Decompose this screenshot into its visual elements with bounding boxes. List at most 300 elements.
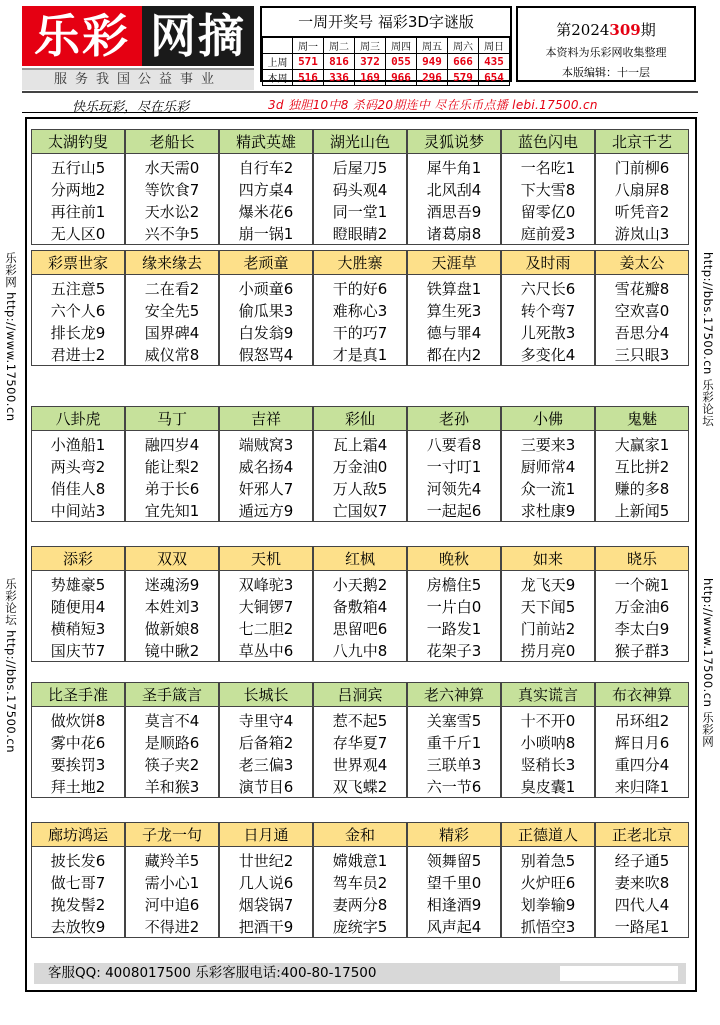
riddle-line: 爆米花6 [238,203,294,221]
riddle-line: 划拳输9 [520,896,576,914]
riddle-cell-list [220,847,312,938]
riddle-line: 一名吃1 [520,159,576,177]
riddle-line: 赚的多8 [614,480,670,498]
draw-row-this-week [263,70,510,86]
riddle-line: 再往前1 [50,203,106,221]
riddle-cell-list [32,431,124,522]
issue-panel [516,6,696,82]
riddle-cell-list [126,154,218,245]
riddle-cell [31,250,125,366]
riddle-cell [219,822,313,938]
riddle-line: 横稍短3 [50,620,106,638]
riddle-cell-title: 灵狐说梦 [408,130,500,154]
riddle-line: 妻两分8 [332,896,388,914]
riddle-cell-title: 精武英雄 [220,130,312,154]
draw-day: 周二 [324,38,355,54]
riddle-line: 拜土地2 [50,778,106,796]
riddle-cell-title: 正德道人 [502,823,594,847]
riddle-line: 十不开0 [520,712,576,730]
riddle-line: 崩一锅1 [238,225,294,243]
riddle-line: 挽发髻2 [50,896,106,914]
riddle-cell-title: 子龙一句 [126,823,218,847]
riddle-cell-title: 如来 [502,547,594,571]
riddle-line: 惹不起5 [332,712,388,730]
riddle-cell-list [314,707,406,798]
riddle-cell-list [596,431,688,522]
logo-text-left: 乐彩 [22,6,142,66]
riddle-line: 白发翁9 [238,324,294,342]
riddle-cell-title: 湖光山色 [314,130,406,154]
riddle-line: 万金油6 [614,598,670,616]
riddle-cell-list [314,571,406,662]
riddle-line: 寺里守4 [238,712,294,730]
riddle-cell-list [126,571,218,662]
riddle-line: 假怒骂4 [238,346,294,364]
riddle-cell [125,822,219,938]
logo-slogan: 服务我国公益事业 [22,68,254,90]
riddle-line: 抓悟空3 [520,918,576,936]
riddle-line: 嫦娥意1 [332,852,388,870]
riddle-cell [31,822,125,938]
riddle-cell-list [314,431,406,522]
riddle-cell-title: 大胜寨 [314,251,406,275]
riddle-line: 遁远方9 [238,502,294,520]
riddle-line: 融四岁4 [144,436,200,454]
riddle-cell [595,682,689,798]
riddle-cell-list [408,707,500,798]
riddle-cell [595,129,689,245]
riddle-cell [501,406,595,522]
riddle-line: 万人敌5 [332,480,388,498]
riddle-cell [313,129,407,245]
riddle-cell [31,682,125,798]
riddle-line: 都在内2 [426,346,482,364]
footer-blank-box [560,966,678,981]
riddle-line: 小顽童6 [238,280,294,298]
riddle-cell-title: 及时雨 [502,251,594,275]
riddle-line: 后屋刀5 [332,159,388,177]
riddle-line: 奸邪人7 [238,480,294,498]
riddle-line: 八要看8 [426,436,482,454]
riddle-line: 吾思分4 [614,324,670,342]
riddle-line: 羊和猴3 [144,778,200,796]
riddle-cell-title: 天涯草 [408,251,500,275]
riddle-line: 排长龙9 [50,324,106,342]
riddle-line: 披长发6 [50,852,106,870]
banner [22,96,698,113]
riddle-cell-title: 老孙 [408,407,500,431]
riddle-cell-title: 晚秋 [408,547,500,571]
riddle-cell-list [314,275,406,366]
riddle-line: 竖稍长3 [520,756,576,774]
riddle-line: 要挨罚3 [50,756,106,774]
draw-row-last-week [263,54,510,70]
riddle-cell [595,250,689,366]
riddle-line: 六个人6 [50,302,106,320]
riddle-cell-title: 鬼魅 [596,407,688,431]
riddle-grid [25,117,697,992]
riddle-line: 厨师常4 [520,458,576,476]
riddle-line: 君进士2 [50,346,106,364]
draw-number: 579 [448,70,479,86]
riddle-line: 众一流1 [520,480,576,498]
riddle-line: 一寸叮1 [426,458,482,476]
riddle-line: 房檐住5 [426,576,482,594]
riddle-line: 五注意5 [50,280,106,298]
riddle-cell [501,822,595,938]
draw-day: 周一 [293,38,324,54]
riddle-line: 德与罪4 [426,324,482,342]
riddle-line: 铁算盘1 [426,280,482,298]
riddle-cell [219,682,313,798]
riddle-cell [125,406,219,522]
weekly-draw-panel [260,6,512,85]
riddle-line: 镜中瞅2 [144,642,200,660]
riddle-cell [313,406,407,522]
riddle-line: 双峰驼3 [238,576,294,594]
draw-day: 周日 [479,38,510,54]
riddle-cell-list [502,847,594,938]
riddle-line: 别着急5 [520,852,576,870]
riddle-line: 河领先4 [426,480,482,498]
riddle-cell-list [220,275,312,366]
riddle-line: 六一节6 [426,778,482,796]
riddle-line: 上新闻5 [614,502,670,520]
riddle-cell-title: 缘来缘去 [126,251,218,275]
riddle-line: 驾车员2 [332,874,388,892]
banner-promo-link[interactable]: 3d 独胆10中8 杀码20期连中 尽在乐币点播 lebi.17500.cn [268,98,598,112]
riddle-line: 不得进2 [144,918,200,936]
riddle-line: 莫言不4 [144,712,200,730]
riddle-cell-title: 精彩 [408,823,500,847]
riddle-cell [407,822,501,938]
riddle-line: 犀牛角1 [426,159,482,177]
draw-header-row [263,38,510,54]
riddle-line: 算生死3 [426,302,482,320]
draw-number: 666 [448,54,479,70]
riddle-line: 大赢家1 [614,436,670,454]
riddle-line: 存华夏7 [332,734,388,752]
riddle-line: 雾中花6 [50,734,106,752]
riddle-line: 一起起6 [426,502,482,520]
riddle-line: 儿死散3 [520,324,576,342]
riddle-cell [595,546,689,662]
riddle-line: 势雄豪5 [50,576,106,594]
riddle-line: 思留吧6 [332,620,388,638]
draw-number: 654 [479,70,510,86]
issue-number: 309 [609,21,641,39]
riddle-line: 五行山5 [50,159,106,177]
riddle-cell-title: 比圣手准 [32,683,124,707]
riddle-cell-title: 日月通 [220,823,312,847]
riddle-cell-list [596,707,688,798]
riddle-line: 中间站3 [50,502,106,520]
riddle-line: 望千里0 [426,874,482,892]
riddle-cell-title: 双双 [126,547,218,571]
riddle-line: 相逢酒9 [426,896,482,914]
issue-number-line [518,19,694,40]
riddle-line: 天下闻5 [520,598,576,616]
riddle-cell-list [408,847,500,938]
riddle-cell-list [220,571,312,662]
riddle-line: 一个碗1 [614,576,670,594]
riddle-line: 留零亿0 [520,203,576,221]
riddle-cell-title: 红枫 [314,547,406,571]
riddle-cell [31,129,125,245]
riddle-line: 风声起4 [426,918,482,936]
riddle-cell-list [32,847,124,938]
riddle-cell-title: 吉祥 [220,407,312,431]
riddle-cell-list [32,707,124,798]
riddle-line: 藏羚羊5 [144,852,200,870]
riddle-line: 臭皮囊1 [520,778,576,796]
riddle-line: 能让梨2 [144,458,200,476]
riddle-line: 宜先知1 [144,502,200,520]
riddle-cell-list [502,707,594,798]
riddle-cell-list [596,847,688,938]
side-text-left-top: 乐彩网 http://www.17500.cn [4,252,18,422]
riddle-line: 八扇屏8 [614,181,670,199]
riddle-cell-title: 彩票世家 [32,251,124,275]
riddle-cell-title: 太湖钓叟 [32,130,124,154]
riddle-line: 游岚山3 [614,225,670,243]
riddle-line: 关塞雪5 [426,712,482,730]
draw-number: 336 [324,70,355,86]
riddle-cell-list [408,154,500,245]
riddle-line: 演节目6 [238,778,294,796]
riddle-cell [31,406,125,522]
riddle-line: 花架子3 [426,642,482,660]
riddle-line: 去放牧9 [50,918,106,936]
riddle-cell-title: 圣手箴言 [126,683,218,707]
riddle-cell-title: 蓝色闪电 [502,130,594,154]
riddle-line: 国庆节7 [50,642,106,660]
riddle-cell-title: 长城长 [220,683,312,707]
riddle-line: 安全先5 [144,302,200,320]
riddle-line: 三联单3 [426,756,482,774]
riddle-line: 天水讼2 [144,203,200,221]
riddle-cell [219,546,313,662]
riddle-line: 端贼窝3 [238,436,294,454]
riddle-line: 北风刮4 [426,181,482,199]
riddle-line: 瓦上霜4 [332,436,388,454]
riddle-cell-list [502,154,594,245]
riddle-cell [31,546,125,662]
riddle-line: 本姓刘3 [144,598,200,616]
riddle-cell-title: 正老北京 [596,823,688,847]
riddle-line: 威仪常8 [144,346,200,364]
riddle-line: 自行车2 [238,159,294,177]
riddle-line: 四代人4 [614,896,670,914]
riddle-line: 随便用4 [50,598,106,616]
riddle-line: 空欢喜0 [614,302,670,320]
riddle-cell-title: 天机 [220,547,312,571]
riddle-line: 一路尾1 [614,918,670,936]
issue-source-note: 本资料为乐彩网收集整理 [545,46,667,59]
draw-number: 571 [293,54,324,70]
riddle-line: 李太白9 [614,620,670,638]
riddle-cell-list [596,275,688,366]
riddle-cell [125,129,219,245]
riddle-cell-title: 布衣神算 [596,683,688,707]
riddle-line: 同一堂1 [332,203,388,221]
riddle-line: 是顺路6 [144,734,200,752]
logo-text-right: 网摘 [142,6,254,66]
draw-number: 372 [355,54,386,70]
draw-day: 周四 [386,38,417,54]
riddle-cell [313,822,407,938]
riddle-line: 四方桌4 [238,181,294,199]
side-text-left-bottom: 乐彩论坛 http://bbs.17500.cn [4,578,18,753]
riddle-cell-title: 真实谎言 [502,683,594,707]
riddle-line: 下大雪8 [520,181,576,199]
riddle-cell-list [220,431,312,522]
logo [22,6,254,90]
riddle-cell [125,250,219,366]
riddle-line: 做七哥7 [50,874,106,892]
draw-number: 296 [417,70,448,86]
riddle-line: 捞月亮0 [520,642,576,660]
draw-number: 816 [324,54,355,70]
draw-number: 169 [355,70,386,86]
footer-bar [34,963,686,984]
riddle-line: 三要来3 [520,436,576,454]
riddle-line: 水天需0 [144,159,200,177]
riddle-line: 大铜锣7 [238,598,294,616]
riddle-cell-list [314,154,406,245]
weekly-draw-table [262,37,510,86]
riddle-line: 八九中8 [332,642,388,660]
riddle-line: 重千斤1 [426,734,482,752]
banner-slogan: 快乐玩彩，尽在乐彩 [72,100,190,115]
riddle-cell-list [502,571,594,662]
riddle-line: 火炉旺6 [520,874,576,892]
riddle-line: 三只眼3 [614,346,670,364]
riddle-line: 经子通5 [614,852,670,870]
riddle-line: 雪花瓣8 [614,280,670,298]
header-divider [22,91,698,93]
riddle-line: 七二胆2 [238,620,294,638]
riddle-line: 俏佳人8 [50,480,106,498]
riddle-cell [595,406,689,522]
riddle-cell-title: 老顽童 [220,251,312,275]
riddle-cell-title: 老六神算 [408,683,500,707]
riddle-cell-list [596,154,688,245]
draw-row-label: 本周 [263,70,293,86]
riddle-cell [407,129,501,245]
riddle-line: 分两地2 [50,181,106,199]
riddle-cell [125,682,219,798]
draw-day: 周三 [355,38,386,54]
riddle-cell [313,682,407,798]
riddle-line: 筷子夹2 [144,756,200,774]
riddle-cell-list [32,275,124,366]
riddle-line: 把酒干9 [238,918,294,936]
riddle-line: 转个弯7 [520,302,576,320]
riddle-line: 后备箱2 [238,734,294,752]
riddle-cell-list [408,431,500,522]
riddle-line: 做新娘8 [144,620,200,638]
riddle-line: 小天鹅2 [332,576,388,594]
riddle-cell [501,682,595,798]
riddle-line: 双飞蝶2 [332,778,388,796]
riddle-cell-list [126,431,218,522]
riddle-cell-list [408,571,500,662]
draw-number: 055 [386,54,417,70]
riddle-cell-title: 吕洞宾 [314,683,406,707]
riddle-cell-title: 马丁 [126,407,218,431]
riddle-cell-list [32,571,124,662]
riddle-line: 廿世纪2 [238,852,294,870]
riddle-line: 做炊饼8 [50,712,106,730]
draw-day: 周六 [448,38,479,54]
riddle-cell [125,546,219,662]
riddle-line: 求杜康9 [520,502,576,520]
riddle-line: 河中追6 [144,896,200,914]
draw-number: 435 [479,54,510,70]
riddle-cell-title: 廊坊鸿运 [32,823,124,847]
riddle-cell-title: 八卦虎 [32,407,124,431]
issue-editor-note: 本版编辑：十一层 [562,66,650,79]
draw-row-label: 上周 [263,54,293,70]
side-text-right-bottom: http://www.17500.cn 乐彩网 [701,578,715,748]
riddle-line: 两头弯2 [50,458,106,476]
riddle-cell-list [220,154,312,245]
riddle-line: 烟袋锅7 [238,896,294,914]
riddle-cell [501,129,595,245]
riddle-cell-title: 老船长 [126,130,218,154]
draw-number: 516 [293,70,324,86]
riddle-line: 干的好6 [332,280,388,298]
riddle-cell-list [596,571,688,662]
riddle-cell [501,250,595,366]
riddle-line: 庭前爱3 [520,225,576,243]
riddle-line: 草丛中6 [238,642,294,660]
riddle-line: 妻来吹8 [614,874,670,892]
riddle-cell [313,250,407,366]
riddle-cell [407,546,501,662]
weekly-draw-title: 一周开奖号 福彩3D字谜版 [262,8,510,37]
riddle-cell-title: 晓乐 [596,547,688,571]
riddle-line: 一片白0 [426,598,482,616]
draw-header-corner [263,38,293,54]
riddle-cell [219,129,313,245]
riddle-cell-list [126,707,218,798]
riddle-line: 二在看2 [144,280,200,298]
customer-service-contact: 客服QQ: 4008017500 乐彩客服电话:400-80-17500 [48,965,377,981]
riddle-line: 迷魂汤9 [144,576,200,594]
riddle-cell-list [126,847,218,938]
draw-number: 966 [386,70,417,86]
riddle-line: 酒思吾9 [426,203,482,221]
riddle-line: 需小心1 [144,874,200,892]
riddle-line: 一路发1 [426,620,482,638]
riddle-cell-title: 彩仙 [314,407,406,431]
riddle-cell-list [220,707,312,798]
riddle-line: 诸葛扇8 [426,225,482,243]
riddle-cell-title: 添彩 [32,547,124,571]
riddle-cell [407,250,501,366]
riddle-line: 小唢呐8 [520,734,576,752]
riddle-cell-list [502,275,594,366]
riddle-cell-list [314,847,406,938]
riddle-line: 偷瓜果3 [238,302,294,320]
riddle-line: 小渔船1 [50,436,106,454]
riddle-cell [501,546,595,662]
riddle-cell-list [126,275,218,366]
draw-number: 949 [417,54,448,70]
riddle-line: 才是真1 [332,346,388,364]
